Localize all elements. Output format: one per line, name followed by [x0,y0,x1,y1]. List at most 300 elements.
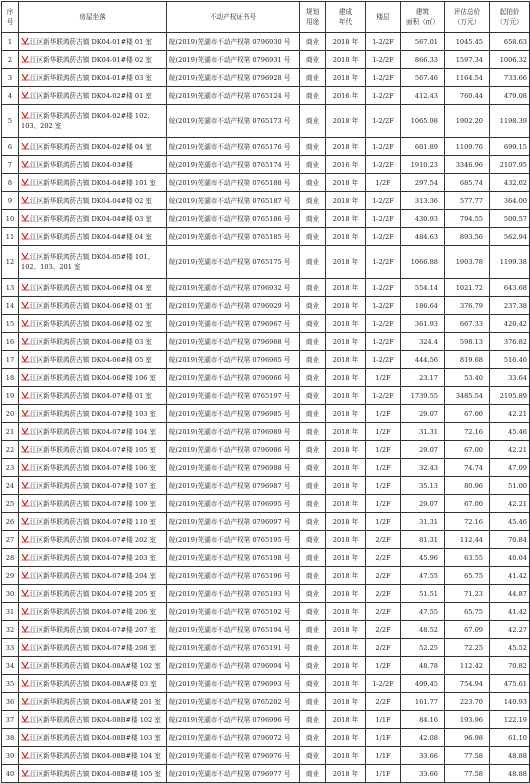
row-start-price [490,729,530,747]
row-eval-price-text: 223.70 [459,697,483,706]
row-floor-text: 1/2F [375,481,391,490]
stamp-mark-icon [21,73,30,81]
row-address-text: 江区新华联鸿菸古镇 DK04-03#楼 [30,160,133,169]
row-number [2,585,19,603]
table-row [2,105,530,138]
row-address-text: 江区新华联鸿菸古镇 DK04-04#楼 02 室 [30,196,152,205]
row-use-text: 商业 [305,517,320,526]
stamp-mark-icon [21,499,30,507]
row-number [2,192,19,210]
row-year-text: 2018 年 [332,481,359,490]
row-start-price-text: 432.02 [503,178,527,187]
stamp-mark-icon [21,553,30,561]
row-certificate [167,105,300,138]
row-year-text: 2018 年 [332,319,359,328]
row-eval-price [445,639,490,657]
row-certificate-text: 皖(2019)芜湖市不动产权第 0765186 号 [169,214,291,223]
row-certificate [167,711,300,729]
row-area-text: 47.55 [419,607,438,616]
stamp-mark-icon [21,319,30,327]
row-year [326,513,366,531]
row-certificate [167,675,300,693]
row-use [300,105,326,138]
row-area [401,495,445,513]
row-number [2,210,19,228]
row-floor [366,729,401,747]
row-area-text: 42.08 [419,733,438,742]
row-certificate [167,621,300,639]
row-start-price [490,351,530,369]
row-address-text: 江区新华联鸿菸古镇 DK04-01#楼 02 室 [30,55,152,64]
row-year-text: 2018 年 [332,391,359,400]
row-certificate [167,69,300,87]
row-certificate [167,765,300,783]
row-use-text: 商业 [305,409,320,418]
row-address [19,603,167,621]
row-start-price [490,675,530,693]
table-row [2,477,530,495]
row-start-price [490,693,530,711]
table-row [2,765,530,783]
row-year-text: 2018 年 [332,643,359,652]
row-area [401,477,445,495]
row-use-text: 商业 [305,37,320,46]
row-use-text: 商业 [305,697,320,706]
row-use [300,279,326,297]
row-number-text: 19 [5,391,15,400]
row-certificate-text: 皖(2019)芜湖市不动产权第 0765197 号 [169,391,291,400]
row-floor-text: 1-2/2F [372,355,394,364]
row-area-text: 84.16 [419,715,438,724]
row-start-price [490,246,530,279]
row-start-price [490,51,530,69]
row-certificate [167,639,300,657]
row-area [401,228,445,246]
row-use-text: 商业 [305,733,320,742]
stamp-mark-icon [21,751,30,759]
row-use-text: 商业 [305,283,320,292]
row-year [326,531,366,549]
row-area [401,69,445,87]
table-row [2,315,530,333]
row-year-text: 2018 年 [332,553,359,562]
row-floor [366,675,401,693]
row-number [2,387,19,405]
row-number-text: 38 [5,733,15,742]
row-address [19,693,167,711]
row-year [326,387,366,405]
row-certificate-text: 皖(2019)芜湖市不动产权第 0796965 号 [169,355,291,364]
row-certificate [167,156,300,174]
row-floor-text: 1/2F [375,463,391,472]
row-eval-price [445,387,490,405]
row-area [401,549,445,567]
row-certificate-text: 皖(2019)芜湖市不动产权第 0796967 号 [169,319,291,328]
row-eval-price-text: 1164.54 [455,73,483,82]
row-number [2,657,19,675]
row-floor-text: 1-2/2F [372,117,394,125]
row-area-text: 361.93 [414,319,438,328]
row-use [300,69,326,87]
row-area [401,729,445,747]
row-address-text: 江区新华联鸿菸古镇 DK04-06#楼 05 室 [30,355,152,364]
row-year-text: 2018 年 [332,445,359,454]
row-number [2,315,19,333]
table-row [2,246,530,279]
row-year [326,495,366,513]
header-year [326,2,366,33]
property-listing-sheet [1,1,529,783]
row-number [2,513,19,531]
row-year [326,315,366,333]
row-use [300,174,326,192]
row-start-price [490,87,530,105]
row-use [300,477,326,495]
row-certificate-text: 皖(2019)芜湖市不动产权第 0796994 号 [169,661,291,670]
row-number-text: 24 [5,481,15,490]
stamp-mark-icon [21,252,30,260]
row-address-text: 江区新华联鸿菸古镇 DK04-07#楼 202 室 [30,535,157,544]
row-floor-text: 1-2/2F [372,160,394,169]
row-area-text: 324.4 [419,337,438,346]
row-address-text: 江区新华联鸿菸古镇 DK04-06#楼 03 室 [30,337,152,346]
row-address [19,405,167,423]
row-start-price-text: 140.93 [503,697,527,706]
row-eval-price [445,423,490,441]
row-start-price [490,369,530,387]
row-use [300,585,326,603]
row-number [2,279,19,297]
row-floor [366,459,401,477]
row-area-text: 866.33 [414,55,438,64]
row-floor-text: 1-2/2F [372,232,394,241]
row-floor [366,51,401,69]
row-certificate-text: 皖(2019)芜湖市不动产权第 0765187 号 [169,196,291,205]
row-use-text: 商业 [305,91,320,100]
row-use [300,765,326,783]
row-area [401,333,445,351]
table-row [2,567,530,585]
header-use-line1: 规划 [305,8,320,16]
row-number-text: 29 [5,571,15,580]
row-floor-text: 2/2F [375,607,391,616]
row-year [326,138,366,156]
row-use [300,711,326,729]
row-year-text: 2018 年 [332,337,359,346]
row-certificate-text: 皖(2019)芜湖市不动产权第 0765198 号 [169,553,291,562]
row-eval-price-text: 71.23 [464,589,483,598]
row-area [401,405,445,423]
row-eval-price [445,567,490,585]
row-area-text: 81.31 [419,535,438,544]
stamp-mark-icon [21,535,30,543]
row-certificate [167,513,300,531]
row-floor [366,105,401,138]
row-eval-price [445,315,490,333]
row-address [19,675,167,693]
row-certificate [167,174,300,192]
row-number [2,87,19,105]
row-start-price-text: 2195.89 [499,391,527,400]
row-eval-price [445,297,490,315]
row-address-text: 江区新华联鸿菸古镇 DK04-07#楼 204 室 [30,571,157,580]
row-number-text: 33 [5,643,15,652]
row-use [300,156,326,174]
row-eval-price [445,459,490,477]
row-year-text: 2018 年 [332,751,359,760]
row-number-text: 27 [5,535,15,544]
row-number [2,333,19,351]
row-certificate [167,351,300,369]
row-year-text: 2018 年 [332,517,359,526]
row-certificate-text: 皖(2019)芜湖市不动产权第 0765174 号 [169,160,291,169]
row-use-text: 商业 [305,258,320,266]
row-address [19,567,167,585]
row-eval-price-text: 1902.20 [455,117,483,125]
row-address-text: 江区新华联鸿菸古镇 DK04-07#楼 104 室 [30,427,157,436]
row-eval-price-text: 112.42 [459,661,483,670]
row-eval-price-text: 760.44 [459,91,483,100]
row-certificate [167,495,300,513]
row-area-text: 567.01 [414,37,438,46]
row-number-text: 1 [7,37,13,46]
row-eval-price [445,33,490,51]
row-floor [366,441,401,459]
row-eval-price-text: 74.74 [464,463,483,472]
row-certificate [167,228,300,246]
row-start-price-text: 516.40 [503,355,527,364]
row-area [401,192,445,210]
row-number-text: 8 [7,178,13,187]
row-start-price-text: 41.42 [508,571,527,580]
row-area [401,51,445,69]
row-eval-price [445,603,490,621]
row-start-price-text: 45.46 [508,517,527,526]
row-year-text: 2018 年 [332,715,359,724]
row-floor [366,228,401,246]
stamp-mark-icon [21,697,30,705]
row-year [326,729,366,747]
stamp-mark-icon [21,481,30,489]
row-area [401,156,445,174]
row-year [326,405,366,423]
row-address [19,297,167,315]
row-floor-text: 1/2F [375,409,391,418]
row-year-text: 2018 年 [332,355,359,364]
row-floor [366,174,401,192]
row-floor-text: 1-2/2F [372,679,394,688]
row-certificate [167,459,300,477]
row-start-price [490,192,530,210]
header-area [401,2,445,33]
row-eval-price [445,279,490,297]
stamp-mark-icon [21,409,30,417]
row-start-price-text: 658.63 [503,37,527,46]
row-year [326,423,366,441]
row-area [401,315,445,333]
row-start-price [490,567,530,585]
row-start-price [490,441,530,459]
row-start-price-text: 42.27 [508,625,527,634]
stamp-mark-icon [21,733,30,741]
row-certificate [167,477,300,495]
row-certificate [167,369,300,387]
row-use [300,333,326,351]
table-row [2,387,530,405]
row-floor-text: 1/2F [375,373,391,382]
row-floor-text: 1-2/2F [372,73,394,82]
row-number [2,441,19,459]
row-floor [366,279,401,297]
row-eval-price [445,711,490,729]
row-floor [366,33,401,51]
row-floor-text: 1/1F [375,769,391,778]
row-use-text: 商业 [305,427,320,436]
row-certificate-text: 皖(2019)芜湖市不动产权第 0765194 号 [169,625,291,634]
row-year [326,747,366,765]
row-floor [366,210,401,228]
header-start-price [490,2,530,33]
row-address [19,105,167,138]
stamp-mark-icon [21,160,30,168]
header-year-line1: 建成 [338,8,353,16]
stamp-mark-icon [21,55,30,63]
row-certificate [167,441,300,459]
row-year-text: 2018 年 [332,769,359,778]
table-row [2,351,530,369]
stamp-mark-icon [21,607,30,615]
row-certificate [167,693,300,711]
row-use-text: 商业 [305,679,320,688]
row-number [2,69,19,87]
row-start-price-text: 41.42 [508,607,527,616]
row-start-price-text: 61.10 [508,733,527,742]
row-number [2,747,19,765]
row-use-text: 商业 [305,625,320,634]
row-floor [366,495,401,513]
row-certificate-text: 皖(2019)芜湖市不动产权第 0765176 号 [169,142,291,151]
row-use [300,297,326,315]
stamp-mark-icon [21,643,30,651]
row-year [326,69,366,87]
row-use-text: 商业 [305,301,320,310]
row-eval-price [445,765,490,783]
row-use [300,621,326,639]
row-use [300,246,326,279]
row-use [300,228,326,246]
row-number [2,603,19,621]
row-address [19,621,167,639]
row-number [2,477,19,495]
row-eval-price-text: 1045.45 [455,37,483,46]
row-year-text: 2018 年 [332,258,359,266]
row-use-text: 商业 [305,142,320,151]
row-start-price [490,279,530,297]
row-number [2,621,19,639]
row-area [401,585,445,603]
row-address [19,765,167,783]
row-address-text: 江区新华联鸿菸古镇 DK04-08B#楼 105 室 [30,769,161,778]
row-certificate-text: 皖(2019)芜湖市不动产权第 0765192 号 [169,607,291,616]
row-start-price [490,423,530,441]
row-number-text: 40 [5,769,15,778]
row-use-text: 商业 [305,319,320,328]
row-address [19,513,167,531]
header-eval-line1: 评估总价 [453,8,481,16]
table-row [2,333,530,351]
row-start-price-text: 42.21 [508,499,527,508]
row-number-text: 9 [7,196,13,205]
stamp-mark-icon [21,37,30,45]
row-certificate-text: 皖(2019)芜湖市不动产权第 0765188 号 [169,178,291,187]
row-area [401,174,445,192]
row-certificate-text: 皖(2019)芜湖市不动产权第 0765175 号 [169,258,291,266]
row-floor-text: 1-2/2F [372,55,394,64]
row-use-text: 商业 [305,445,320,454]
row-use-text: 商业 [305,73,320,82]
row-number [2,693,19,711]
header-start-line1: 起拍价 [499,8,520,16]
row-floor [366,423,401,441]
row-year [326,210,366,228]
row-year-text: 2018 年 [332,373,359,382]
row-start-price [490,228,530,246]
row-year-text: 2018 年 [332,733,359,742]
row-address [19,495,167,513]
row-start-price [490,765,530,783]
row-number [2,459,19,477]
row-number [2,138,19,156]
row-number-text: 17 [5,355,15,364]
row-start-price-text: 70.84 [508,535,527,544]
row-number-text: 30 [5,589,15,598]
row-floor [366,657,401,675]
table-row [2,549,530,567]
row-address-text: 江区新华联鸿菸古镇 DK04-07#楼 105 室 [30,445,157,454]
row-start-price [490,297,530,315]
row-certificate-text: 皖(2019)芜湖市不动产权第 0765173 号 [169,117,291,125]
row-area-text: 35.13 [419,481,438,490]
header-area-line1: 建筑 [415,8,430,16]
row-certificate-text: 皖(2019)芜湖市不动产权第 0796988 号 [169,463,291,472]
row-address [19,87,167,105]
row-floor [366,297,401,315]
row-year [326,693,366,711]
row-floor-text: 1-2/2F [372,319,394,328]
row-use-text: 商业 [305,481,320,490]
row-floor [366,639,401,657]
row-floor [366,387,401,405]
row-address [19,279,167,297]
row-eval-price-text: 72.16 [464,427,483,436]
row-address [19,51,167,69]
row-area [401,639,445,657]
header-address-label: 房屋坐落 [79,13,106,21]
row-area [401,138,445,156]
row-address-text: 江区新华联鸿菸古镇 DK04-02#楼 04 室 [30,142,152,151]
row-address [19,138,167,156]
row-number [2,297,19,315]
row-certificate-text: 皖(2019)芜湖市不动产权第 0796931 号 [169,55,291,64]
row-area-text: 29.07 [419,445,438,454]
header-start-line2: （万元） [496,18,523,26]
row-number-text: 7 [7,160,13,169]
row-number-text: 6 [7,142,13,151]
row-address-text: 江区新华联鸿菸古镇 DK04-08B#楼 104 室 [30,751,161,760]
row-floor-text: 1/2F [375,445,391,454]
row-area-text: 1066.88 [410,258,438,266]
row-area-text: 51.51 [419,589,438,598]
